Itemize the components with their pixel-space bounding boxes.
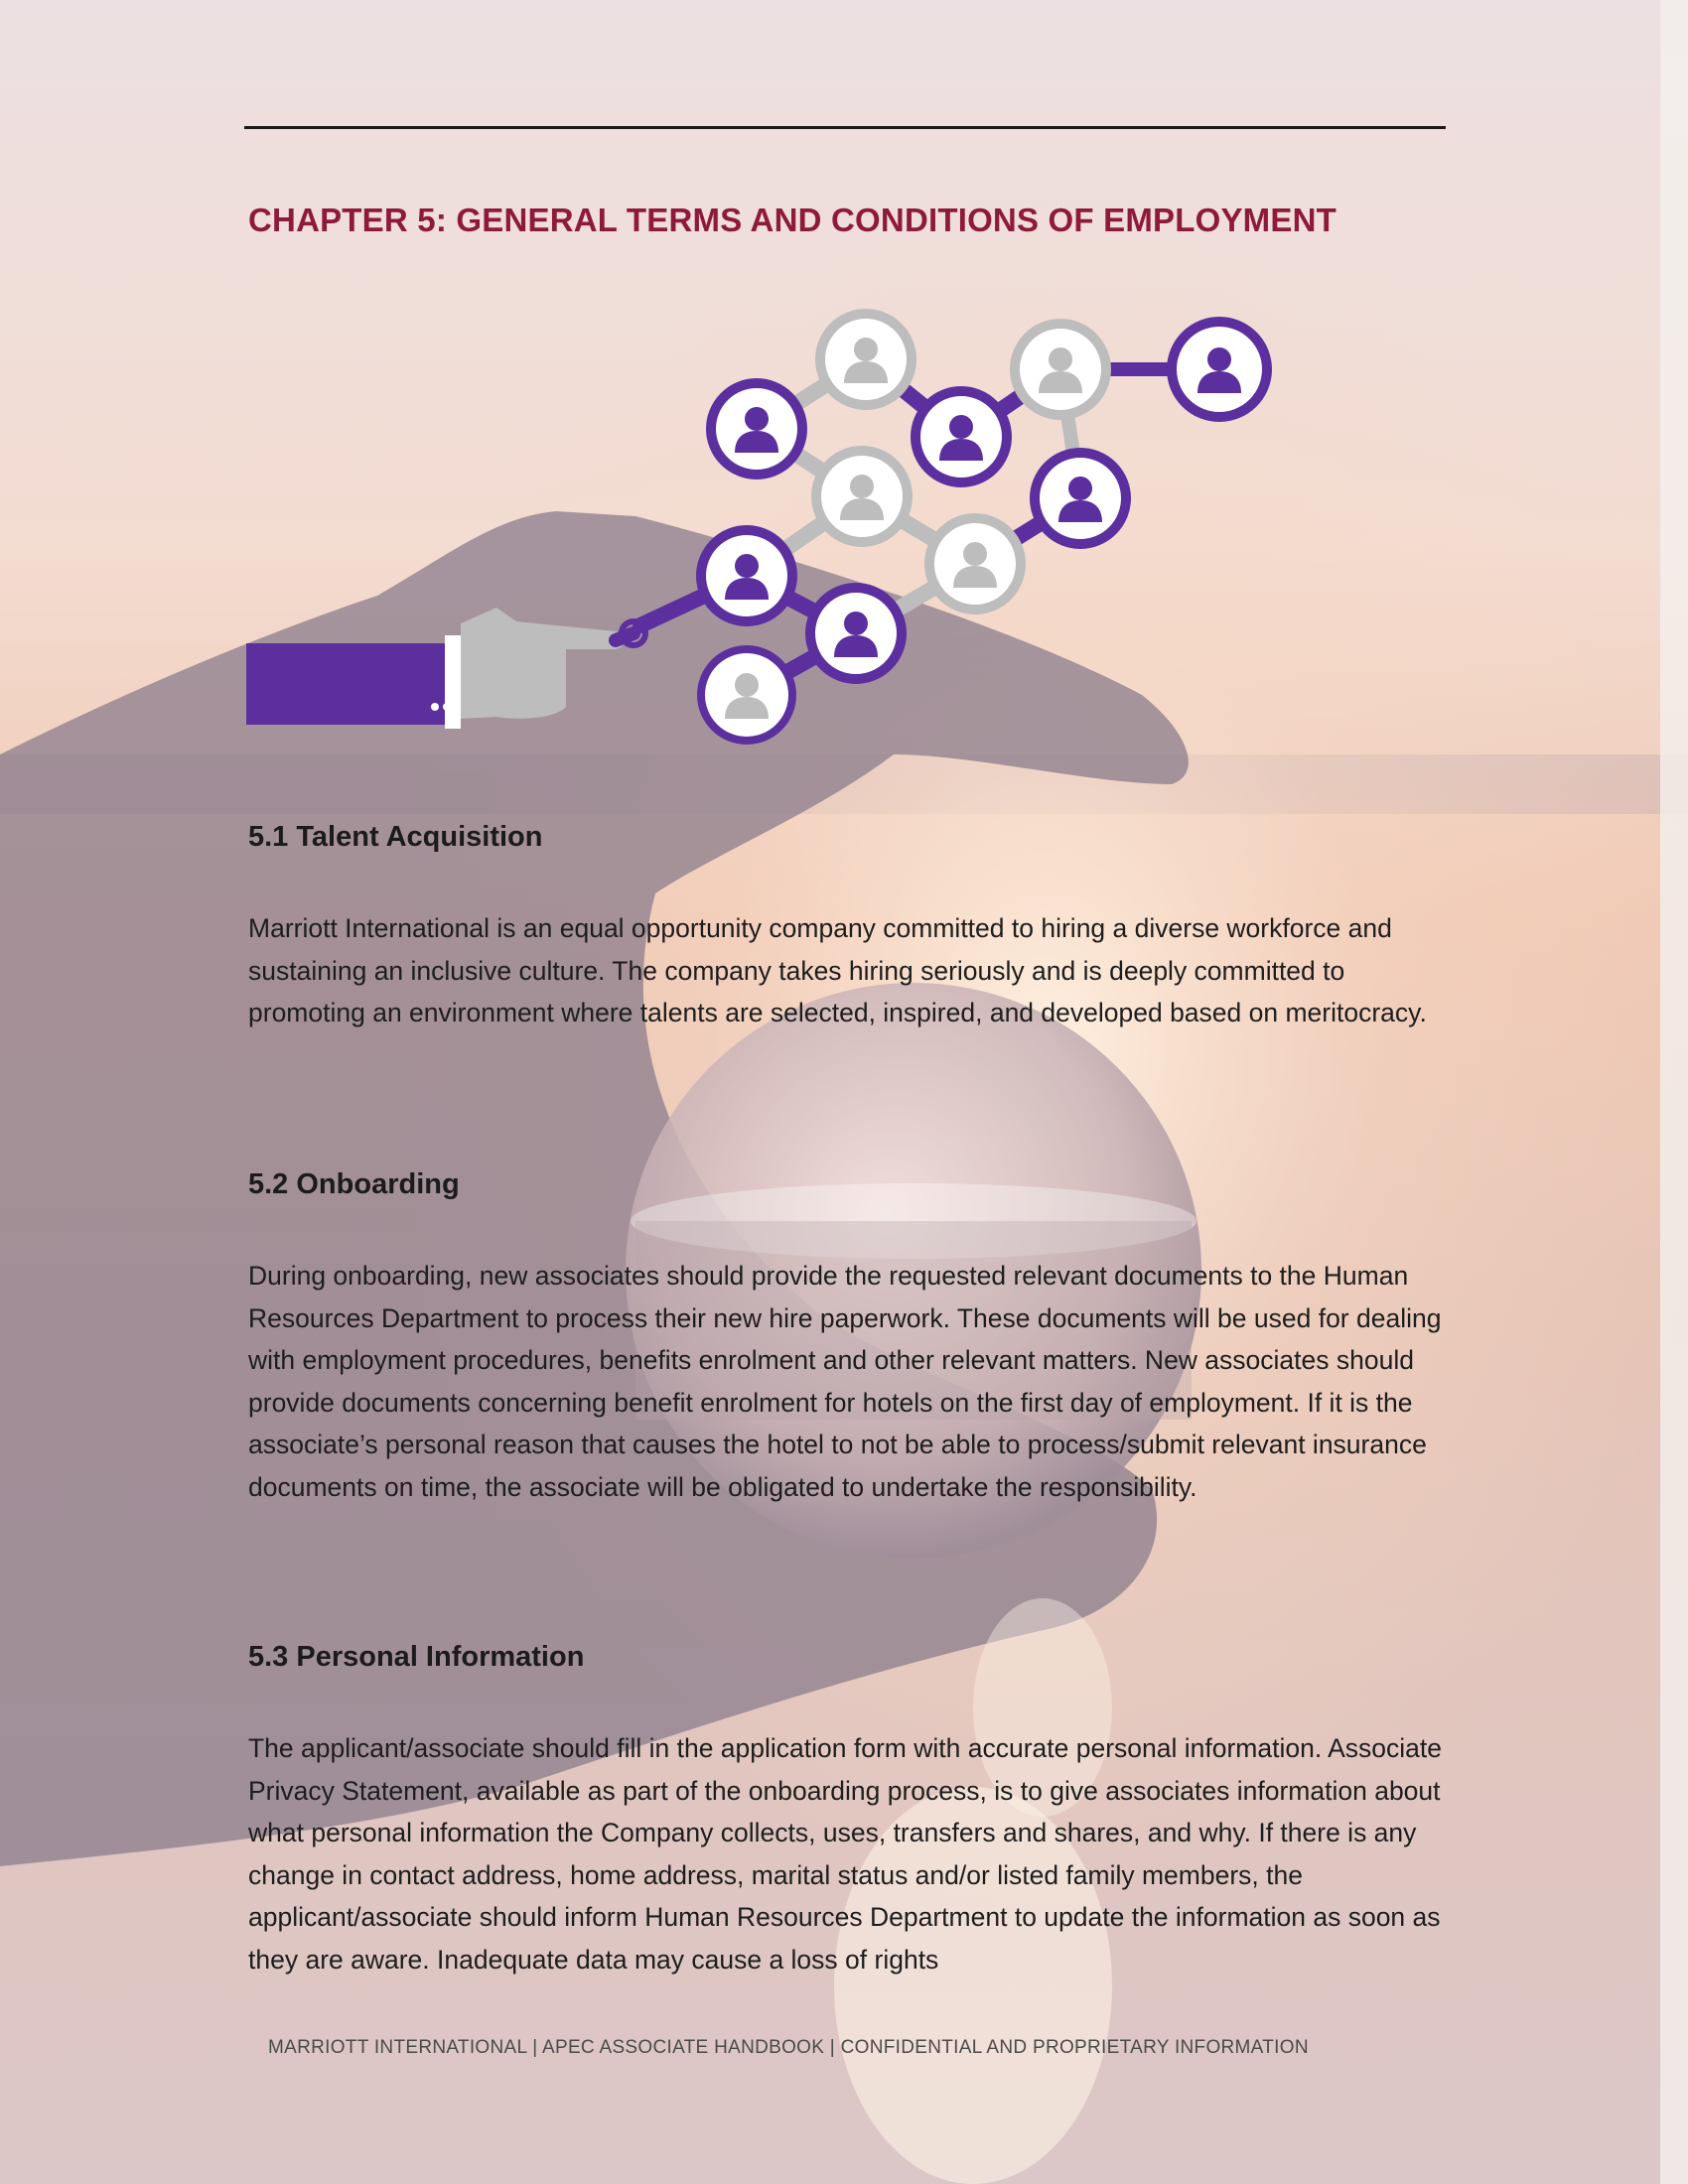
person-node-10	[1015, 324, 1106, 415]
person-node-1	[701, 530, 792, 621]
person-node-8	[816, 451, 908, 542]
section-body-talent-acquisition: Marriott International is an equal opportunity company committed to hiring a diverse workforce and sustaining an inclusive culture. The company takes hiring seriously and is deeply committed to promoting an environment where talents are selected, inspired, and developed based on meritocracy.	[248, 913, 1427, 1028]
section-body-onboarding: During onboarding, new associates should provide the requested relevant documents to the Human Resources Department to process their new hire paperwork. These documents will be used for dealing with employment procedures, benefits enrolment and other relevant matters. New associates should provide documents concerning benefit enrolment for hotels on the first day of employment. If it is the associate’s personal reason that causes the hotel to not be able to process/submit relevant insurance documents on time, the associate will be obligated to undertake the responsibility.	[248, 1261, 1442, 1502]
person-node-4	[915, 391, 1007, 482]
person-node-6	[1172, 322, 1267, 417]
person-node-5	[1035, 453, 1126, 544]
section-body-personal-information: The applicant/associate should fill in the application form with accurate personal information. Associate Privacy Statement, available as part of the onboarding process, is to give associates information about what personal information the Company collects, uses, transfers and shares, and why. If there is any change in contact address, home address, marital status and/or listed family members, the applicant/associate should inform Human Resources Department to update the information as soon as they are aware. Inadequate data may cause a loss of rights	[248, 1733, 1442, 1975]
person-node-9	[929, 518, 1021, 610]
section-heading-talent-acquisition: 5.1 Talent Acquisition	[248, 821, 543, 853]
person-node-11	[701, 649, 792, 741]
page-footer: MARRIOTT INTERNATIONAL | APEC ASSOCIATE HANDBOOK | CONFIDENTIAL AND PROPRIETARY INFORMATION	[268, 2037, 1309, 2058]
person-node-7	[820, 314, 912, 405]
person-node-3	[711, 383, 802, 475]
person-node-2	[810, 588, 902, 679]
section-heading-personal-information: 5.3 Personal Information	[248, 1641, 585, 1673]
pointing-hand-icon	[246, 608, 625, 729]
chapter-title: CHAPTER 5: GENERAL TERMS AND CONDITIONS OF EMPLOYMENT	[248, 202, 1336, 238]
section-heading-onboarding: 5.2 Onboarding	[248, 1168, 460, 1200]
header-rule	[244, 126, 1446, 129]
network-illustration	[246, 306, 1279, 762]
